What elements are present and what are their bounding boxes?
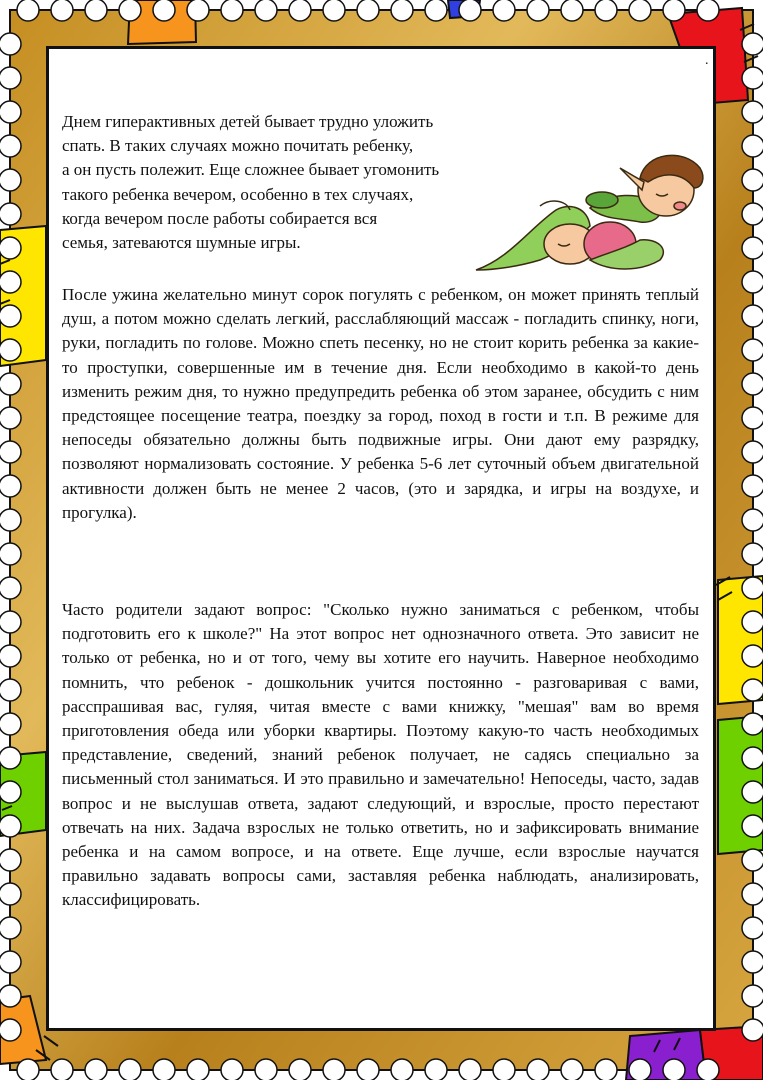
perforation-hole (742, 1019, 763, 1041)
perforation-hole (742, 101, 763, 123)
perforation-hole (742, 951, 763, 973)
perforation-hole (391, 1059, 413, 1080)
perforation-hole (85, 0, 107, 21)
perforation-hole (0, 373, 21, 395)
perforation-hole (0, 237, 21, 259)
perforation-hole (0, 611, 21, 633)
perforation-hole (742, 645, 763, 667)
perforation-hole (0, 33, 21, 55)
perforation-hole (742, 339, 763, 361)
perforation-hole (0, 781, 21, 803)
perforation-hole (742, 373, 763, 395)
perforation-hole (323, 1059, 345, 1080)
perforation-hole (459, 1059, 481, 1080)
perforation-hole (742, 577, 763, 599)
perforation-hole (0, 713, 21, 735)
perforation-hole (357, 0, 379, 21)
perforation-hole (742, 271, 763, 293)
perforation-hole (527, 0, 549, 21)
perforation-hole (0, 305, 21, 327)
perforation-hole (289, 1059, 311, 1080)
perforation-hole (527, 1059, 549, 1080)
perforation-hole (0, 271, 21, 293)
perforation-hole (742, 33, 763, 55)
perforation-hole (0, 67, 21, 89)
perforation-hole (187, 1059, 209, 1080)
intro-line: а он пусть полежит. Еще сложнее бывает угомонить (62, 160, 440, 180)
perforation-hole (119, 1059, 141, 1080)
perforation-hole (629, 0, 651, 21)
perforation-hole (0, 815, 21, 837)
perforation-hole (0, 985, 21, 1007)
perforation-hole (51, 1059, 73, 1080)
perforation-hole (742, 543, 763, 565)
perforation-hole (663, 1059, 685, 1080)
perforation-hole (153, 0, 175, 21)
intro-line: семья, затеваются шумные игры. (62, 233, 301, 253)
perforation-hole (742, 135, 763, 157)
sleeping-elves-illustration (470, 148, 708, 278)
perforation-hole (85, 1059, 107, 1080)
perforation-hole (289, 0, 311, 21)
corner-mark: . (705, 53, 709, 68)
perforation-hole (697, 0, 719, 21)
perforation-hole (323, 0, 345, 21)
perforation-hole (742, 611, 763, 633)
perforation-hole (187, 0, 209, 21)
perforation-hole (742, 237, 763, 259)
perforation-hole (742, 67, 763, 89)
perforation-hole (51, 0, 73, 21)
perforation-hole (0, 645, 21, 667)
perforation-hole (17, 1059, 39, 1080)
perforation-hole (629, 1059, 651, 1080)
perforation-hole (493, 0, 515, 21)
perforation-hole (697, 1059, 719, 1080)
perforation-hole (742, 305, 763, 327)
perforation-hole (425, 1059, 447, 1080)
perforation-hole (742, 917, 763, 939)
perforation-hole (742, 441, 763, 463)
perforation-hole (0, 101, 21, 123)
perforation-hole (561, 0, 583, 21)
perforation-hole (742, 475, 763, 497)
perforation-hole (153, 1059, 175, 1080)
perforation-hole (459, 0, 481, 21)
perforation-hole (0, 509, 21, 531)
perforation-hole (595, 0, 617, 21)
perforation-hole (742, 169, 763, 191)
perforation-hole (742, 781, 763, 803)
intro-line: когда вечером после работы собирается вся (62, 208, 378, 228)
perforation-hole (255, 1059, 277, 1080)
school-prep-paragraph: Часто родители задают вопрос: "Сколько нужно заниматься с ребенком, чтобы подготовить его к школе?" На этот вопрос нет однозначного ответа. Это зависит не только от ребенка, но и от того, чему вы хотите его научить. Наверное необходимо помнить, что ребенок - дошкольник учится постоянно - разговаривая с вами, расспрашивая вас, гуляя, читая вместе с вами книжку, "мешая" вам во время приготовления обеда или уборки квартиры. Поэтому какую-то часть необходимых представление, сведений, знаний ребенок получает, не садясь специально за письменный стол заниматься. И это правильно и замечательно! Непоседы, часто, задав вопрос и не выслушав ответа, задают следующий, и взрослые, просто перестают отвечать на них. Задача взрослых не только ответить, но и зафиксировать внимание ребенка и на самом вопросе, и на ответе. Еще лучше, если взрослые научатся правильно задавать вопросы сами, заставляя ребенка наблюдать, анализировать, классифицировать. (62, 600, 699, 910)
perforation-hole (0, 169, 21, 191)
perforation-hole (0, 203, 21, 225)
perforation-hole (0, 441, 21, 463)
perforation-hole (742, 713, 763, 735)
perforation-hole (0, 849, 21, 871)
perforation-hole (0, 543, 21, 565)
perforation-hole (0, 339, 21, 361)
perforation-hole (742, 679, 763, 701)
perforation-hole (493, 1059, 515, 1080)
perforation-hole (742, 509, 763, 531)
perforation-hole (595, 1059, 617, 1080)
perforation-hole (0, 747, 21, 769)
perforation-hole (742, 203, 763, 225)
perforation-hole (0, 577, 21, 599)
perforation-hole (742, 815, 763, 837)
perforation-hole (742, 407, 763, 429)
perforation-hole (0, 917, 21, 939)
perforation-hole (742, 747, 763, 769)
perforation-hole (0, 475, 21, 497)
perforation-hole (0, 1019, 21, 1041)
perforation-hole (391, 0, 413, 21)
perforation-hole (742, 985, 763, 1007)
perforation-hole (0, 407, 21, 429)
perforation-hole (221, 0, 243, 21)
intro-line: Днем гиперактивных детей бывает трудно уложить (62, 112, 434, 131)
perforation-hole (0, 679, 21, 701)
intro-line: спать. В таких случаях можно почитать ребенку, (62, 136, 414, 156)
intro-paragraph (62, 110, 510, 255)
perforation-hole (0, 951, 21, 973)
perforation-hole (663, 0, 685, 21)
perforation-hole (17, 0, 39, 21)
perforation-hole (357, 1059, 379, 1080)
bedtime-paragraph: После ужина желательно минут сорок погулять с ребенком, он может принять теплый душ, а потом можно сделать легкий, расслабляющий массаж - погладить спинку, ноги, руки, погладить по голове. Можно спеть песенку, но не стоит корить ребенка за какие-то проступки, совершенные им в течение дня. Если необходимо в какой-то день изменить режим дня, то нужно предупредить ребенка об этом заранее, обсудить с ним предстоящее посещение театра, поездку за город, поход в гости и т.п. В режиме для непоседы обязательно должны быть подвижные игры. Они дают ему разрядку, позволяют нормализовать состояние. У ребенка 5-6 лет суточный объем двигательной активности должен быть не менее 2 часов, (это и зарядка, и игры на воздухе, и прогулка). (62, 285, 699, 522)
perforation-hole (742, 883, 763, 905)
perforation-hole (425, 0, 447, 21)
perforation-hole (561, 1059, 583, 1080)
perforation-hole (0, 883, 21, 905)
intro-line: такого ребенка вечером, особенно в тех случаях, (62, 184, 414, 204)
perforation-hole (119, 0, 141, 21)
perforation-hole (0, 135, 21, 157)
perforation-hole (221, 1059, 243, 1080)
perforation-hole (255, 0, 277, 21)
perforation-hole (742, 849, 763, 871)
